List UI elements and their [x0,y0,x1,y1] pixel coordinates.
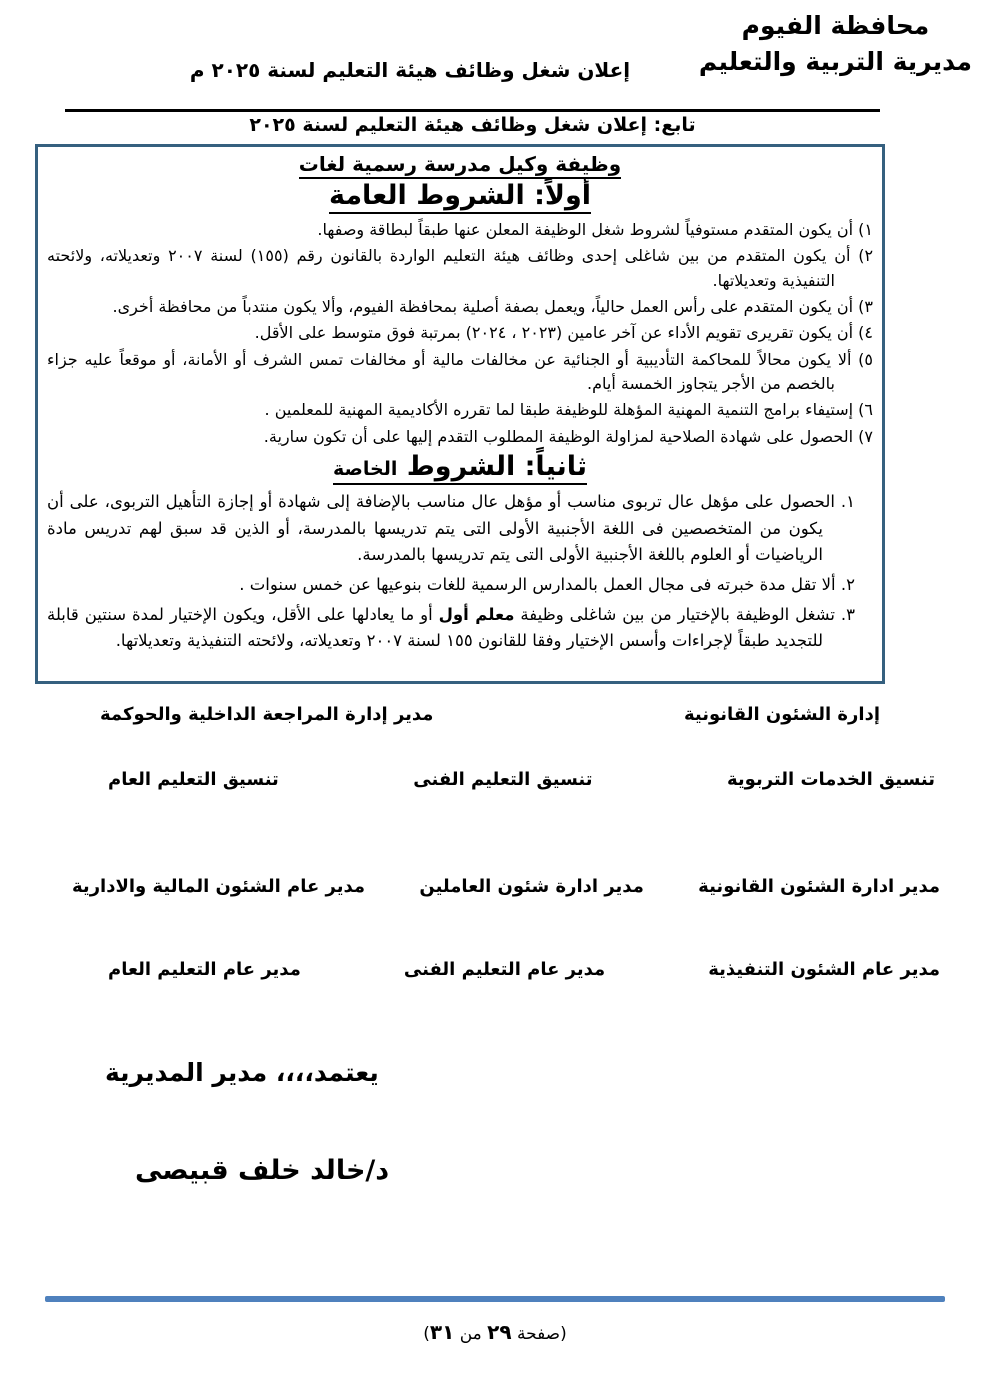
signature-financial-admin-affairs-gm: مدير عام الشئون المالية والادارية [72,876,366,897]
section2-heading-sub: الخاصة [332,457,398,480]
signature-technical-education-gm: مدير عام التعليم الفنى [403,959,606,980]
special-condition-3-suffix: أو ما يعادلها على الأقل، ويكون الإختيار لمدة سنتين قابلة للتجديد طبقاً لإجراءات وأسس الإختيار وفقا للقانون ١٥٥ لسنة ٢٠٠٧ وتعديلاته، ولائحته التنفيذية وتعديلاتها. [47,604,823,651]
signature-row-4 [0,959,990,980]
signature-general-education-gm: مدير عام التعليم العام [108,959,301,980]
signature-legal-affairs-director: مدير ادارة الشئون القانونية [698,876,940,897]
page-number-close: ) [423,1324,430,1344]
footer-divider [45,1296,945,1302]
conditions-box [35,144,885,684]
general-condition-3: ٣) أن يكون المتقدم على رأس العمل حالياً، ويعمل بصفة أصلية بمحافظة الفيوم، وألا يكون منتدباً من محافظة أخرى. [112,296,873,316]
general-condition-5: ٥) ألا يكون محالاً للمحاكمة التأديبية أو الجنائية عن مخالفات مالية أو مخالفات تمس الشرف أو الأمانة، أو موقعاً عليه جزاء بالخصم من الأجر يتجاوز الخمسة أيام. [47,349,873,393]
job-title [47,152,873,179]
special-condition-3-bold: معلم أول [438,604,515,624]
signature-educational-services-coordination: تنسيق الخدمات التربوية [726,769,935,790]
page-number-prefix: (صفحة [511,1324,567,1344]
general-condition-4: ٤) أن يكون تقريرى تقويم الأداء عن آخر عامين (٢٠٢٣ ، ٢٠٢٤) بمرتبة فوق متوسط على الأقل. [254,323,873,343]
director-name: د/خالد خلف قبيصى [135,1155,390,1186]
approval-line: يعتمد،،،، مدير المديرية [105,1058,379,1087]
page-header [0,0,990,108]
special-condition-3-prefix: ٣. تشغل الوظيفة بالإختيار من بين شاغلى وظيفة [514,604,855,624]
signature-row-2 [0,769,990,790]
continuation-title: تابع: إعلان شغل وظائف هيئة التعليم لسنة ٢٠٢٥ [249,114,696,136]
general-condition-6: ٦) إستيفاء برامج التنمية المهنية المؤهلة للوظيفة طبقا لما تقرره الأكاديمية المهنية للمعلمين . [264,400,873,420]
special-condition-1: ١. الحصول على مؤهل عال تربوى مناسب أو مؤهل عال مناسب بالإضافة إلى شهادة أو إجازة التأهيل التربوى، على أن يكون من المتخصصين فى اللغة الأجنبية الأولى التى يتم تدريسها بالمدرسة، أو الذين قد سبق لهم تدريس مادة الرياضيات أو العلوم باللغة الأجنبية الأولى التى يتم تدريسها بالمدرسة. [47,491,855,565]
general-condition-7: ٧) الحصول على شهادة الصلاحية لمزاولة الوظيفة المطلوب التقدم إليها على أن تكون سارية. [263,426,873,446]
page-number-middle: من [454,1324,488,1344]
signature-executive-affairs-gm: مدير عام الشئون التنفيذية [708,959,940,980]
section1-heading [47,180,873,214]
special-condition-3 [47,602,873,655]
signature-internal-audit-governance-director: مدير إدارة المراجعة الداخلية والحوكمة [100,704,434,725]
signature-row-1 [0,704,990,725]
signature-technical-education-coordination: تنسيق التعليم الفنى [413,769,593,790]
governorate-title: محافظة الفيوم [741,11,930,40]
general-condition-1: ١) أن يكون المتقدم مستوفياً لشروط شغل الوظيفة المعلن عنها طبقاً لبطاقة وصفها. [317,220,873,239]
page-number-total: ٣١ [429,1320,455,1344]
page-number-current: ٢٩ [487,1320,512,1344]
signature-general-education-coordination: تنسيق التعليم العام [108,769,279,790]
directorate-title: مديرية التربية والتعليم [698,47,972,77]
announcement-title: إعلان شغل وظائف هيئة التعليم لسنة ٢٠٢٥ م [189,58,631,82]
general-condition-2: ٢) أن يكون المتقدم من بين شاغلى إحدى وظائف هيئة التعليم الواردة بالقانون رقم (١٥٥) لسنة ٢٠٠٧ وتعديلاته، ولائحته التنفيذية وتعديلاتها. [47,246,874,290]
signature-row-3 [0,876,990,897]
organization-block [699,8,972,81]
job-title-text: وظيفة وكيل مدرسة رسمية لغات [299,152,621,179]
header-divider [65,109,880,112]
special-condition-2: ٢. ألا تقل مدة خبرته فى مجال العمل بالمدارس الرسمية للغات بنوعيها عن خمس سنوات . [239,574,855,594]
signature-personnel-affairs-director: مدير ادارة شئون العاملين [419,876,644,897]
signature-legal-affairs-dept: إدارة الشئون القانونية [683,704,880,725]
section2-heading-main: ثانياً: الشروط [397,450,588,482]
section2-heading-text [333,451,587,485]
section1-heading-text: أولاً: الشروط العامة [329,180,591,214]
section2-heading [47,451,873,485]
page-number [0,1320,990,1344]
